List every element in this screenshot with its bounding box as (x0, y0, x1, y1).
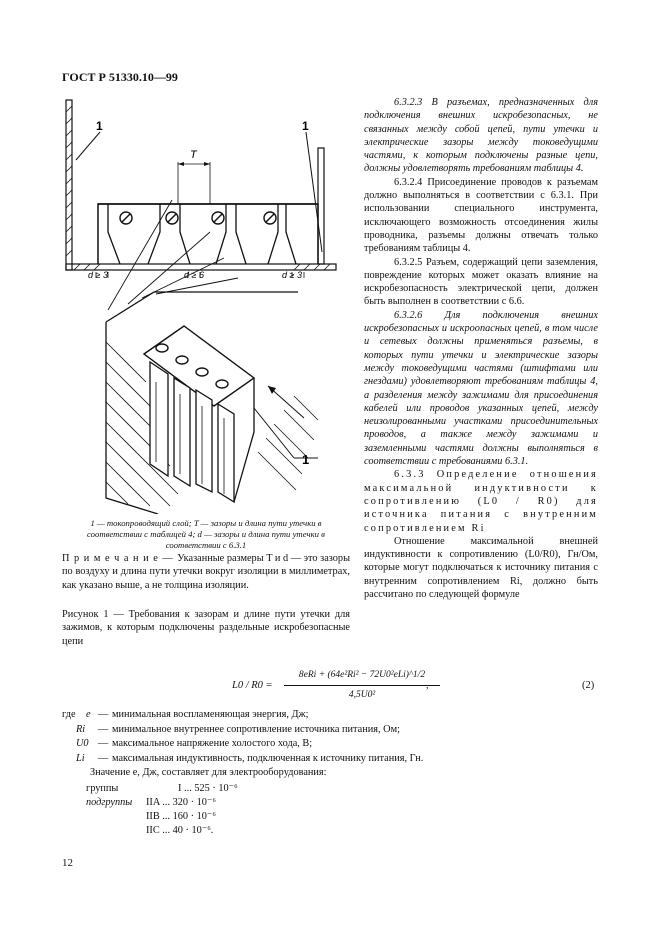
document-header: ГОСТ Р 51330.10—99 (62, 70, 178, 84)
para-6-3-2-3: 6.3.2.3 В разъемах, предназначенных для подключения внешних искробезопасных, не связанных между собой цепей, пути утечки и электрические зазоры между токоведущими частями, к которым подключены разные цепи, должны удовлетворять требованиям таблицы 4. (364, 97, 598, 175)
group-value-IIB: 160 · 10⁻⁶ (172, 811, 216, 822)
group-name-IIA: IIA (146, 797, 160, 808)
figure-note (62, 552, 350, 592)
def-text-Ri: минимальное внутреннее сопротивление источника питания, Ом; (112, 723, 400, 735)
def-text-U0: максимальное напряжение холостого хода, В; (112, 738, 313, 749)
formula-number: (2) (582, 680, 595, 691)
formula-denominator: 4,5U0² (348, 690, 376, 700)
groups-table: группы подгруппы I ... 525 · 10⁻⁶ IIA ... 320 · 10⁻⁶ IIB ... 160 · 10⁻⁶ IIC ... 40 · 10⁻⁶. (86, 783, 238, 836)
para-inductance-ratio: Отношение максимальной внешней индуктивности к сопротивлению (L0/R0), Гн/Ом, которые могут подключаться к источнику питания с внутренним сопротивлением Ri, должно быть рассчитано по следующей формуле (364, 535, 598, 600)
figure-caption: Рисунок 1 — Требования к зазорам и длине пути утечки для зажимов, к которым подключены раздельные искробезопасные цепи (62, 609, 350, 647)
para-6-3-2-6: 6.3.2.6 Для подключения внешних искробезопасных и искроопасных цепей, в том числе и сетевых должны применяться разъемы, в которых пути утечки и электрические зазоры между токоведущими частями (штифтами или гнездами) удовлетворяют требованиям таблицы 4, а разделения между зажимами для присоединения кабелей или проводов указанных цепей, между неизолированными участками присоединительных проводов, а также между зажимами и заземленными частями должны выполняться в соответствии с требованиями 6.3.1. (364, 309, 598, 468)
group-name-IIB: IIB (146, 811, 160, 822)
label-T: T (190, 149, 197, 161)
group-value-IIC: 40 · 10⁻⁶. (172, 825, 214, 836)
group-name-I: I (178, 783, 182, 794)
def-sym-e: e (86, 709, 91, 720)
def-text-e: минимальная воспламеняющая энергия, Дж; (112, 709, 309, 720)
label-1-iso: 1 (302, 452, 310, 467)
subgroups-label: подгруппы (86, 797, 133, 808)
groups-label: группы (86, 783, 119, 794)
definitions: где e — минимальная воспламеняющая энергия, Дж; Ri — минимальное внутреннее сопротивление источника питания, Ом; U0 — максимальное напряжение холостого хода, В; Li — максимальная индуктивность, подключенная к источнику питания, Гн. Значение e, Дж, составляет для электрооборудования: (62, 708, 602, 781)
label-d-left: d ≥ 3 (88, 270, 108, 278)
group-name-IIC: IIC (146, 825, 160, 836)
def-sym-Ri: Ri (76, 723, 86, 735)
section-6-3-3-heading: 6.3.3 Определение отношения максимальной индуктивности к сопротивлению (L0 / R0) для источника питания с внутренним сопротивлением Ri (364, 469, 598, 534)
para-6-3-2-5: 6.3.2.5 Разъем, содержащий цепи заземления, повреждение которых может оказать влияние на искробезопасность электрической цепи, должен быть выполнен в соответствии с 6.6. (364, 256, 598, 308)
page-number: 12 (62, 857, 73, 869)
formula-numerator: 8eRi + (64e²Ri² − 72U0²eLi)^1/2 (298, 670, 426, 680)
label-1-left: 1 (96, 119, 103, 133)
energy-intro: Значение e, Дж, составляет для электрооборудования: (90, 767, 327, 778)
note-text: Указанные размеры T и d — это зазоры по воздуху и длина пути утечки вокруг изоляции в миллиметрах, как указано выше, а не толщина изоляции. (62, 553, 350, 591)
figure-terminal-isometric (98, 196, 348, 514)
label-1-right: 1 (302, 119, 309, 133)
group-value-IIA: 320 · 10⁻⁶ (172, 797, 216, 808)
def-sym-U0: U0 (76, 738, 89, 749)
def-text-Li: максимальная индуктивность, подключенная к источнику питания, Гн. (112, 752, 424, 764)
formula-2: L0 / R0 = 8eRi + (64e²Ri² − 72U0²eLi)^1/2 4,5U0² , (2) (232, 670, 595, 700)
label-d-right: d ≥ 3 (282, 270, 302, 278)
fraction-bar (284, 685, 440, 686)
note-title: П р и м е ч а н и е — (62, 553, 178, 564)
para-6-3-2-4: 6.3.2.4 Присоединение проводов к разъемам должно выполняться в соответствии с 6.3.1. При использовании специального инструмента, исключающего возможность отсоединения жилы проводника, разъемы должны отвечать только требованиям таблицы 4. (364, 176, 598, 255)
def-sym-Li: Li (76, 752, 85, 764)
right-column (364, 96, 598, 601)
formula-lhs: L0 / R0 = (232, 680, 273, 691)
defs-intro: где (62, 709, 76, 720)
figure-legend: 1 — токопроводящий слой; T — зазоры и длина пути утечки в соответствии с таблицей 4; d — зазоры и длина пути утечки в соответствии с 6.3.1 (87, 518, 325, 550)
group-value-I: 525 · 10⁻⁶ (194, 783, 238, 794)
label-d-mid: d ≥ 6 (184, 270, 204, 278)
